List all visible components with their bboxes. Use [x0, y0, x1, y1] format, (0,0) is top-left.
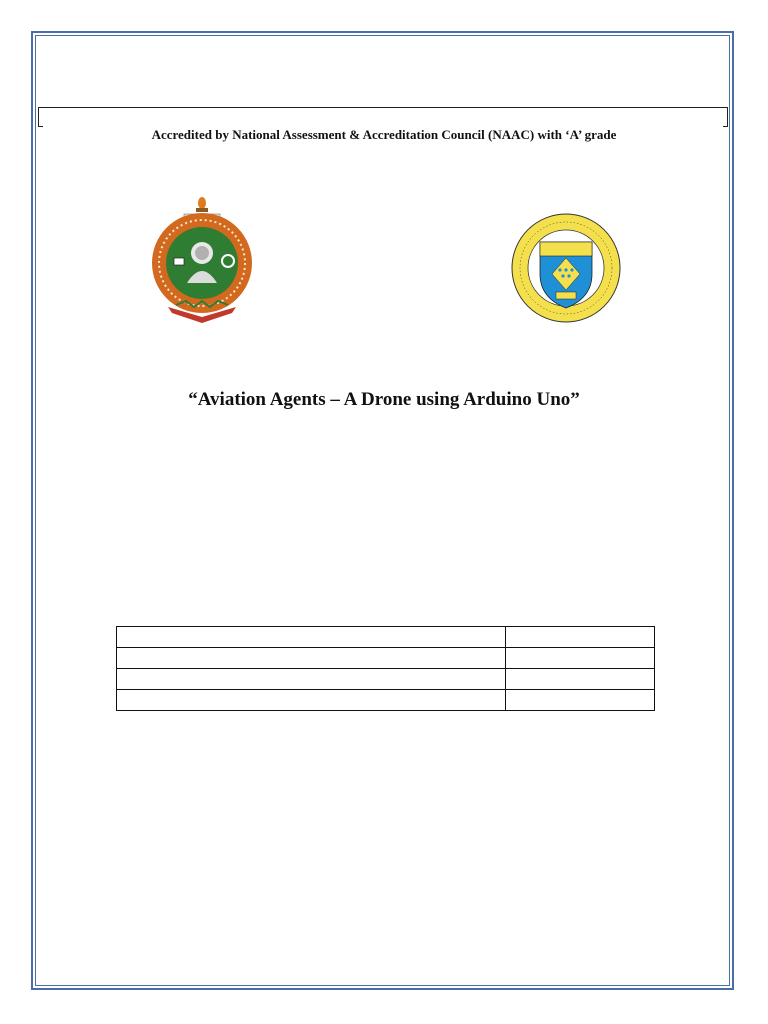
table-cell: [506, 648, 655, 669]
table-cell: [506, 627, 655, 648]
page-border-inner: [35, 35, 730, 986]
table-cell: [117, 627, 506, 648]
header-bracket: [38, 107, 728, 126]
table-row: [117, 627, 655, 648]
table-cell: [117, 648, 506, 669]
college-logo: [510, 212, 622, 324]
table-row: [117, 648, 655, 669]
table-cell: [506, 690, 655, 711]
table-cell: [117, 669, 506, 690]
project-title: “Aviation Agents – A Drone using Arduino Uno”: [188, 389, 580, 410]
table-row: [117, 690, 655, 711]
university-logo: [146, 195, 258, 325]
dsce-college-emblem-icon: [510, 212, 622, 324]
table-cell: [506, 669, 655, 690]
table-cell: [117, 690, 506, 711]
accreditation-line: Accredited by National Assessment & Accreditation Council (NAAC) with ‘A’ grade: [151, 127, 617, 142]
vtu-university-emblem-icon: [146, 195, 258, 325]
table-row: [117, 669, 655, 690]
details-table: [116, 626, 655, 711]
